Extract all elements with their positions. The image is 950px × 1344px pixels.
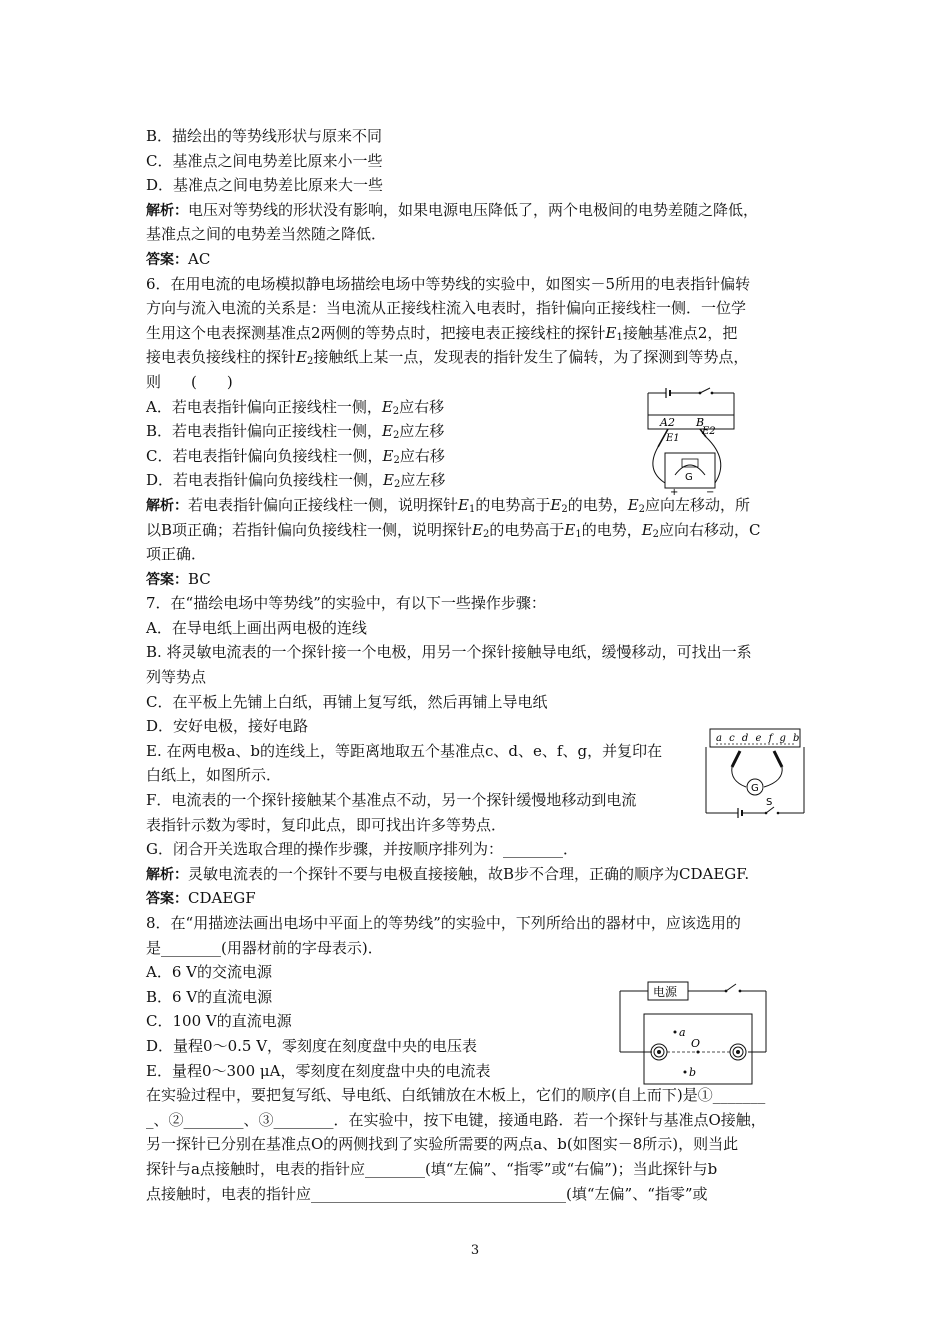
answer-label: 答案：: [146, 571, 188, 588]
text: 应向左移动，所: [645, 495, 751, 514]
q8-text5: 点接触时，电表的指针应__________________________________(填“左偏”、“指零”或: [146, 1184, 708, 1203]
sub: 2: [392, 405, 400, 417]
text: 以B项正确；若指针偏向负接线柱一侧，说明探针: [146, 520, 473, 539]
probe-e2: E: [382, 446, 394, 465]
q7-analysis: [146, 862, 810, 887]
q8-line1: 8．在“用描迹法画出电场中平面上的等势线”的实验中，下列所给出的器材中，应该选用的: [146, 914, 741, 932]
probe-e2: E: [550, 495, 562, 514]
probe-e2: E: [641, 520, 653, 539]
text: 灵敏电流表的一个探针不要与电极直接接触，故B步不合理，正确的顺序为CDAEGF.: [188, 864, 750, 883]
text: 应左移: [400, 471, 446, 490]
text: 接触基准点2，把: [622, 323, 738, 342]
text: 接电表负接线柱的探针: [146, 348, 297, 367]
q8-circuit-svg: [612, 978, 772, 1088]
q6-circuit-figure: [640, 385, 740, 497]
probe-e2: E: [381, 397, 393, 416]
label-a: a: [679, 1026, 686, 1039]
label-g: G: [685, 472, 693, 483]
q7-step-a: A．在导电纸上画出两电极的连线: [146, 618, 367, 637]
answer-label: 答案：: [146, 251, 188, 268]
q8-option-d: D．量程0～0.5 V，零刻度在刻度盘中央的电压表: [146, 1036, 478, 1055]
label-e2: E2: [702, 426, 716, 437]
answer-value: BC: [188, 569, 211, 588]
sub: 1: [616, 331, 623, 343]
text: 生用这个电表探测基准点2两侧的等势点时，把接电表正接线柱的探针: [146, 323, 606, 342]
text: D．若电表指针偏向负接线柱一侧，: [146, 471, 384, 490]
q5-option-d: D．基准点之间电势差比原来大一些: [146, 176, 384, 195]
q8-option-c: C．100 V的直流电源: [146, 1012, 292, 1031]
sub: 2: [638, 503, 646, 515]
q6-analysis-line2: [146, 518, 810, 543]
q7-answer: [146, 886, 810, 911]
text: 应向右移动，C: [659, 520, 761, 539]
q6-line1: 6．在用电流的电场模拟静电场描绘电场中等势线的实验中，如图实－5所用的电表指针偏转: [146, 274, 751, 293]
probe-e1: E: [458, 495, 469, 514]
q5-option-c: C．基准点之间电势差比原来小一些: [146, 151, 383, 170]
sub: 1: [575, 528, 582, 540]
q6-circuit-svg: [640, 385, 740, 497]
text: C．若电表指针偏向负接线柱一侧，: [146, 446, 383, 465]
probe-e2: E: [382, 422, 393, 441]
q8-option-a: A．6 V的交流电源: [146, 963, 272, 982]
analysis-label: 解析：: [146, 202, 188, 219]
q6-analysis-line3: 项正确．: [146, 545, 207, 564]
q8-option-e: E．量程0～300 μA，零刻度在刻度盘中央的电流表: [146, 1061, 491, 1080]
q6-line2: 方向与流入电流的关系是：当电流从正接线柱流入电表时，指针偏向正接线柱一侧．一位学: [146, 299, 747, 318]
text: 的电势高于: [489, 520, 565, 539]
label-b: b: [689, 1066, 697, 1079]
q6-answer: [146, 567, 810, 592]
q7-step-b2: 列等势点: [146, 668, 207, 687]
label-a2: A2: [660, 416, 675, 429]
q8-text4: 探针与a点接触时，电表的指针应________(填“左偏”、“指零”或“右偏”)；当此探针与b: [146, 1159, 718, 1178]
points-label: a c d e f g b: [716, 733, 802, 744]
label-o: O: [691, 1037, 701, 1050]
q5-answer: [146, 247, 810, 272]
analysis-label: 解析：: [146, 497, 188, 514]
sub: 2: [482, 528, 490, 540]
text: 应右移: [399, 446, 445, 465]
q8-circuit-figure: [612, 978, 772, 1088]
q7-step-f1: F．电流表的一个探针接触某个基准点不动，另一个探针缓慢地移动到电流: [146, 791, 637, 810]
q7-step-b1: B. 将灵敏电流表的一个探针接一个电极，用另一个探针接触导电纸，缓慢移动，可找出一系: [146, 643, 752, 662]
q8-option-b: B．6 V的直流电源: [146, 987, 273, 1006]
probe-e2: E: [383, 471, 394, 490]
q7-circuit-svg: [702, 725, 808, 819]
power-label: 电源: [653, 985, 678, 999]
q7-step-c: C．在平板上先铺上白纸，再铺上复写纸，然后再铺上导电纸: [146, 692, 548, 711]
text: 的电势，: [567, 495, 628, 514]
q7-line1: 7．在“描绘电场中等势线”的实验中，有以下一些操作步骤：: [146, 594, 546, 613]
probe-e2: E: [472, 520, 483, 539]
q8-text3: 另一探针已分别在基准点O的两侧找到了实验所需要的两点a、b(如图实－8所示)，则当此: [146, 1135, 739, 1154]
answer-value: CDAEGF: [188, 889, 256, 908]
text: 应左移: [399, 422, 445, 441]
page-number: 3: [470, 1243, 480, 1258]
q7-step-g: G．闭合开关选取合理的操作步骤，并按顺序排列为：________．: [146, 840, 578, 859]
q5-analysis-line2: 基准点之间的电势差当然随之降低．: [146, 225, 387, 244]
label-s: S: [766, 797, 773, 808]
text: 接触纸上某一点，发现表的指针发生了偏转，为了探测到等势点，: [313, 348, 749, 367]
sub: 2: [393, 479, 401, 491]
q6-line3: [146, 321, 810, 346]
probe-e1: E: [564, 520, 576, 539]
sub: 2: [652, 528, 660, 540]
sub: 2: [561, 503, 568, 515]
q6-line5: 则 ( ): [146, 372, 233, 391]
answer-value: AC: [188, 249, 211, 268]
q8-text2: _、②________、③________．在实验中，按下电键，接通电路．若一个探针与基准点O接触，: [146, 1110, 766, 1129]
label-g: G: [751, 783, 759, 794]
q7-circuit-figure: [702, 725, 808, 819]
analysis-label: 解析：: [146, 866, 188, 883]
sub: 2: [392, 430, 400, 442]
sub: 1: [468, 503, 476, 515]
text: 应右移: [399, 397, 445, 416]
text: B．若电表指针偏向正接线柱一侧，: [146, 422, 383, 441]
q5-analysis-line1: [146, 198, 810, 223]
probe-e2: E: [627, 495, 639, 514]
q6-line4: [146, 345, 810, 370]
text: A．若电表指针偏向正接线柱一侧，: [146, 397, 382, 416]
q7-step-f2: 表指针示数为零时，复印此点，即可找出许多等势点．: [146, 815, 507, 834]
text: 若电表指针偏向正接线柱一侧，说明探针: [188, 495, 459, 514]
probe-e1: E: [605, 323, 617, 342]
sub: 2: [393, 454, 400, 466]
sub: 2: [306, 356, 314, 368]
analysis-text: 电压对等势线的形状没有影响，如果电源电压降低了，两个电极间的电势差随之降低，: [188, 200, 759, 219]
q7-step-e1: E. 在两电极a、b的连线上，等距离地取五个基准点c、d、e、f、g，并复印在: [146, 741, 663, 760]
q8-line2: 是________(用器材前的字母表示)．: [146, 938, 383, 957]
q7-step-e2: 白纸上，如图所示．: [146, 766, 282, 785]
answer-label: 答案：: [146, 891, 188, 908]
label-minus: −: [706, 487, 715, 497]
q5-option-b: B．描绘出的等势线形状与原来不同: [146, 127, 383, 145]
probe-e2: E: [296, 348, 307, 367]
text: 的电势高于: [475, 495, 551, 514]
label-e1: E1: [666, 433, 680, 444]
label-plus: +: [670, 487, 679, 497]
label-b: B: [696, 416, 705, 429]
text: 的电势，: [581, 520, 642, 539]
q7-step-d: D．安好电极，接好电路: [146, 717, 309, 736]
q8-text1: 在实验过程中，要把复写纸、导电纸、白纸铺放在木板上，它们的顺序(自上而下)是①_______: [146, 1086, 766, 1105]
